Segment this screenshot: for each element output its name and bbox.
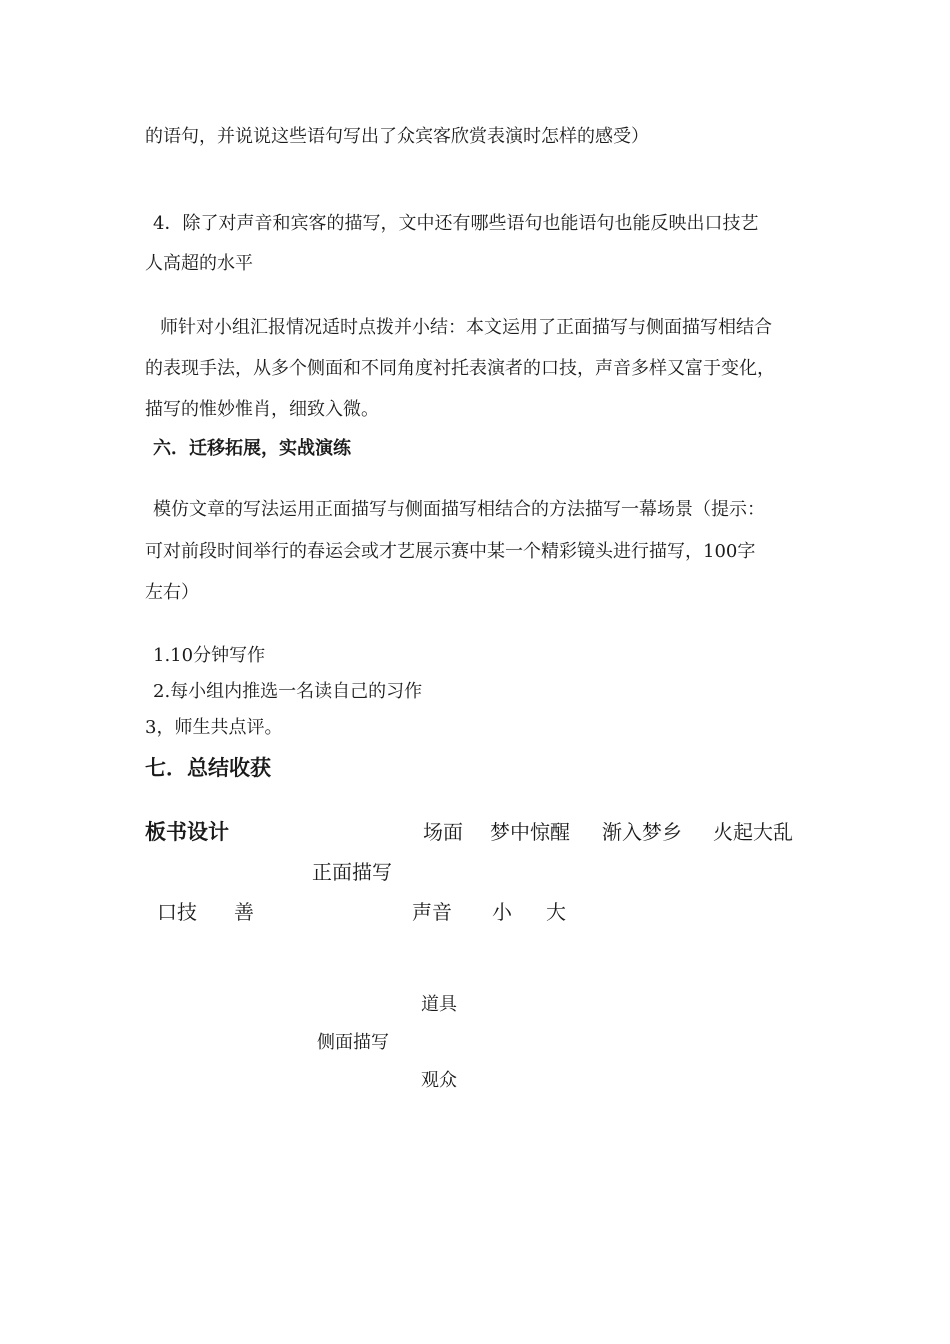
board-scene-item: 渐入梦乡 [602, 820, 682, 844]
summary-line: 师针对小组汇报情况适时点拨并小结：本文运用了正面描写与侧面描写相结合 [160, 317, 772, 338]
board-shan: 善 [234, 900, 254, 924]
question-4-line: 人高超的水平 [145, 253, 253, 274]
step-item: 1.10分钟写作 [153, 645, 266, 666]
board-title: 板书设计 [145, 820, 229, 844]
board-indirect-description: 侧面描写 [317, 1032, 389, 1053]
board-sound-item: 小 [492, 900, 512, 924]
board-sound-item: 大 [546, 900, 566, 924]
board-sound-label: 声音 [412, 900, 452, 924]
section-7-heading: 七．总结收获 [145, 756, 271, 780]
paragraph-line: 的语句，并说说这些语句写出了众宾客欣赏表演时怎样的感受） [145, 126, 649, 147]
task-line: 可对前段时间举行的春运会或才艺展示赛中某一个精彩镜头进行描写，100字 [145, 541, 756, 562]
summary-line: 描写的惟妙惟肖，细致入微。 [145, 399, 379, 420]
task-line: 模仿文章的写法运用正面描写与侧面描写相结合的方法描写一幕场景（提示： [153, 499, 765, 520]
board-direct-description: 正面描写 [312, 860, 392, 884]
board-audience: 观众 [421, 1070, 457, 1091]
board-scene-label: 场面 [423, 820, 463, 844]
summary-line: 的表现手法，从多个侧面和不同角度衬托表演者的口技，声音多样又富于变化， [145, 358, 775, 379]
board-kouji: 口技 [157, 900, 197, 924]
section-6-heading: 六．迁移拓展，实战演练 [153, 438, 351, 459]
board-props: 道具 [421, 994, 457, 1015]
board-scene-item: 火起大乱 [713, 820, 793, 844]
step-item: 2.每小组内推选一名读自己的习作 [153, 681, 423, 702]
board-scene-item: 梦中惊醒 [490, 820, 570, 844]
step-item: 3，师生共点评。 [145, 717, 283, 738]
question-4-line: 4．除了对声音和宾客的描写，文中还有哪些语句也能语句也能反映出口技艺 [153, 213, 759, 234]
task-line: 左右） [145, 582, 199, 603]
